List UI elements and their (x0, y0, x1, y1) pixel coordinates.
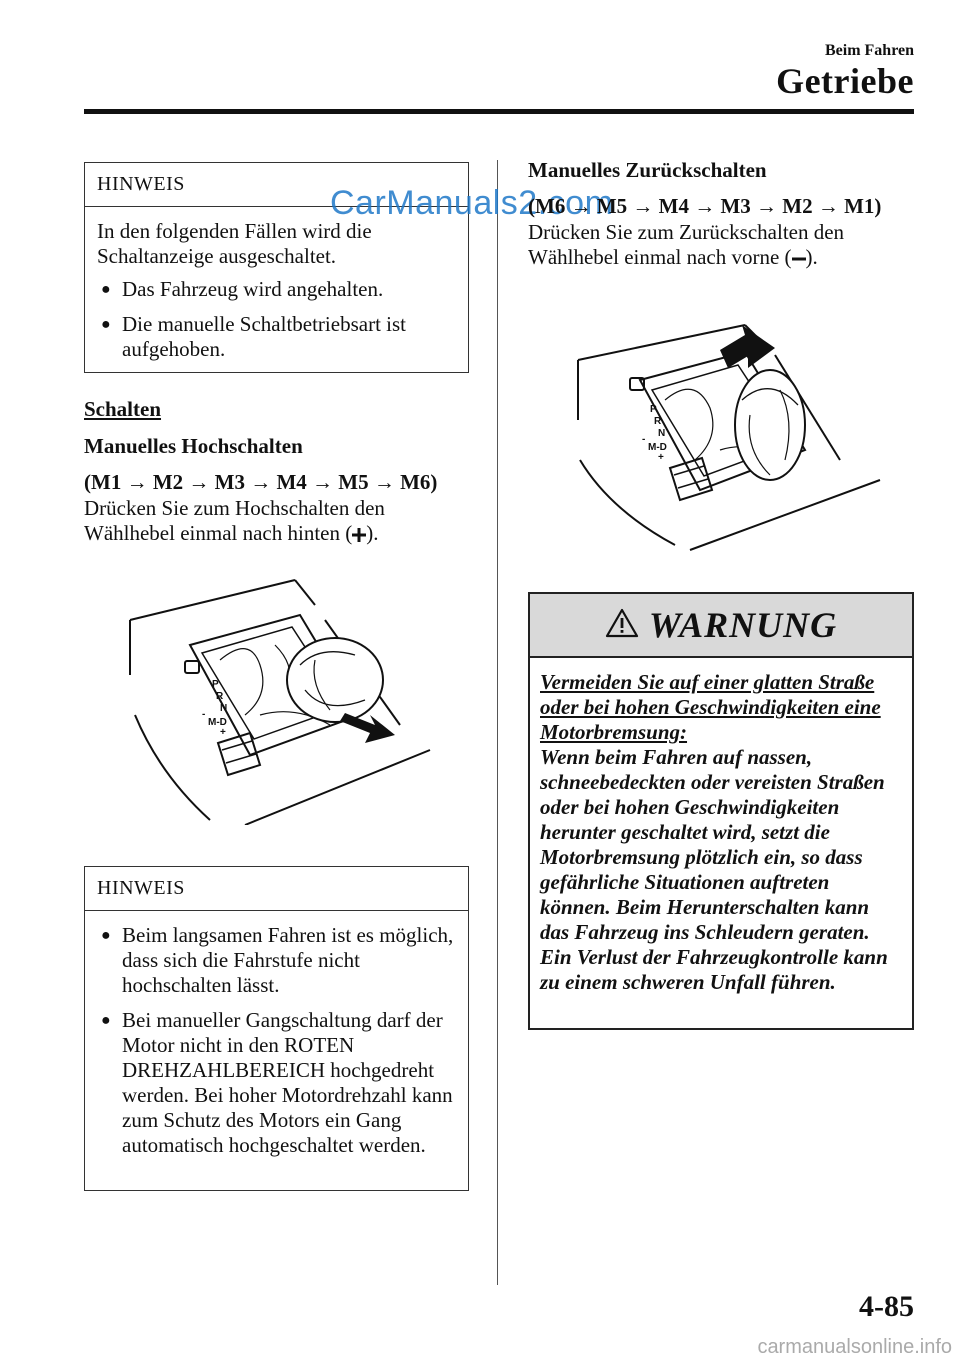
heading-upshift: Manuelles Hochschalten (84, 434, 303, 458)
gear-label-plus: + (220, 727, 226, 738)
note-item: ● Das Fahrzeug wird angehalten. (101, 277, 384, 301)
downshift-sequence: (M6 → M5 → M4 → M3 → M2 → M1) (528, 194, 882, 218)
note-box-upshift (84, 866, 469, 1191)
footer-watermark: carmanualsonline.info (757, 1336, 952, 1358)
page-number: 4-85 (859, 1290, 914, 1323)
note-label: HINWEIS (85, 867, 468, 911)
warning-lead: Vermeiden Sie auf einer glatten Straße oder bei hohen Geschwindigkeiten eine Motorbremsung: (540, 670, 881, 744)
header-rule (84, 109, 914, 114)
upshift-instruction: Drücken Sie zum Hochschalten den Wählhebel einmal nach hinten ( ). (84, 496, 479, 548)
note-intro: In den folgenden Fällen wird die Schaltanzeige ausgeschaltet. (97, 219, 372, 268)
illustration-downshift (570, 320, 890, 565)
note-item: ● Die manuelle Schaltbetriebsart ist aufgehoben. (101, 312, 406, 361)
upshift-sequence: (M1 → M2 → M3 → M4 → M5 → M6) (84, 470, 438, 494)
chapter-title: Getriebe (776, 61, 914, 101)
downshift-instruction: Drücken Sie zum Zurückschalten den Wählhebel einmal nach vorne ( ). (528, 220, 918, 272)
gear-label-md: M-D (208, 717, 227, 728)
gear-label-minus: - (642, 434, 646, 445)
gear-label-minus: - (202, 709, 206, 720)
column-divider (497, 160, 498, 1285)
gear-label-r: R (654, 416, 662, 427)
section-label: Beim Fahren (824, 42, 914, 59)
heading-shifting: Schalten (84, 397, 162, 421)
gear-label-p: P (650, 404, 657, 415)
heading-downshift: Manuelles Zurückschalten (528, 158, 767, 182)
note-label: HINWEIS (85, 163, 468, 207)
warning-triangle-icon (605, 608, 639, 643)
note-item: ● Bei manueller Gangschaltung darf der Motor nicht in den ROTEN DREHZAHLBEREICH hochgedreht werden. Bei hoher Motordrehzahl kann zum Schutz des Motors ein Gang automatisch hochgeschaltet werden. (101, 1008, 453, 1157)
warning-header (530, 594, 912, 658)
gear-label-n: N (220, 703, 228, 714)
illustration-upshift (120, 575, 440, 830)
warning-title: WARNUNG (648, 605, 838, 645)
note-item: ● Beim langsamen Fahren ist es möglich, dass sich die Fahrstufe nicht hochschalten lässt. (101, 923, 454, 997)
watermark: CarManuals2.com (330, 184, 614, 222)
gear-label-n: N (658, 428, 666, 439)
minus-icon (792, 247, 806, 272)
warning-text: Wenn beim Fahren auf nassen, schneebedeckten oder vereisten Straßen oder bei hohen Geschwindigkeiten herunter geschaltet wird, setzt die Motorbremsung plötzlich ein, so dass gefährliche Situationen auftreten können. Beim Herunterschalten kann das Fahrzeug ins Schleudern geraten. Ein Verlust der Fahrzeugkontrolle kann zu einem schweren Unfall führen. (540, 745, 888, 994)
gear-label-md: M-D (648, 442, 667, 453)
gear-label-p: P (212, 679, 219, 690)
plus-icon (352, 523, 366, 548)
gear-label-plus: + (658, 452, 664, 463)
gear-label-r: R (216, 691, 224, 702)
warning-box (528, 592, 914, 1030)
